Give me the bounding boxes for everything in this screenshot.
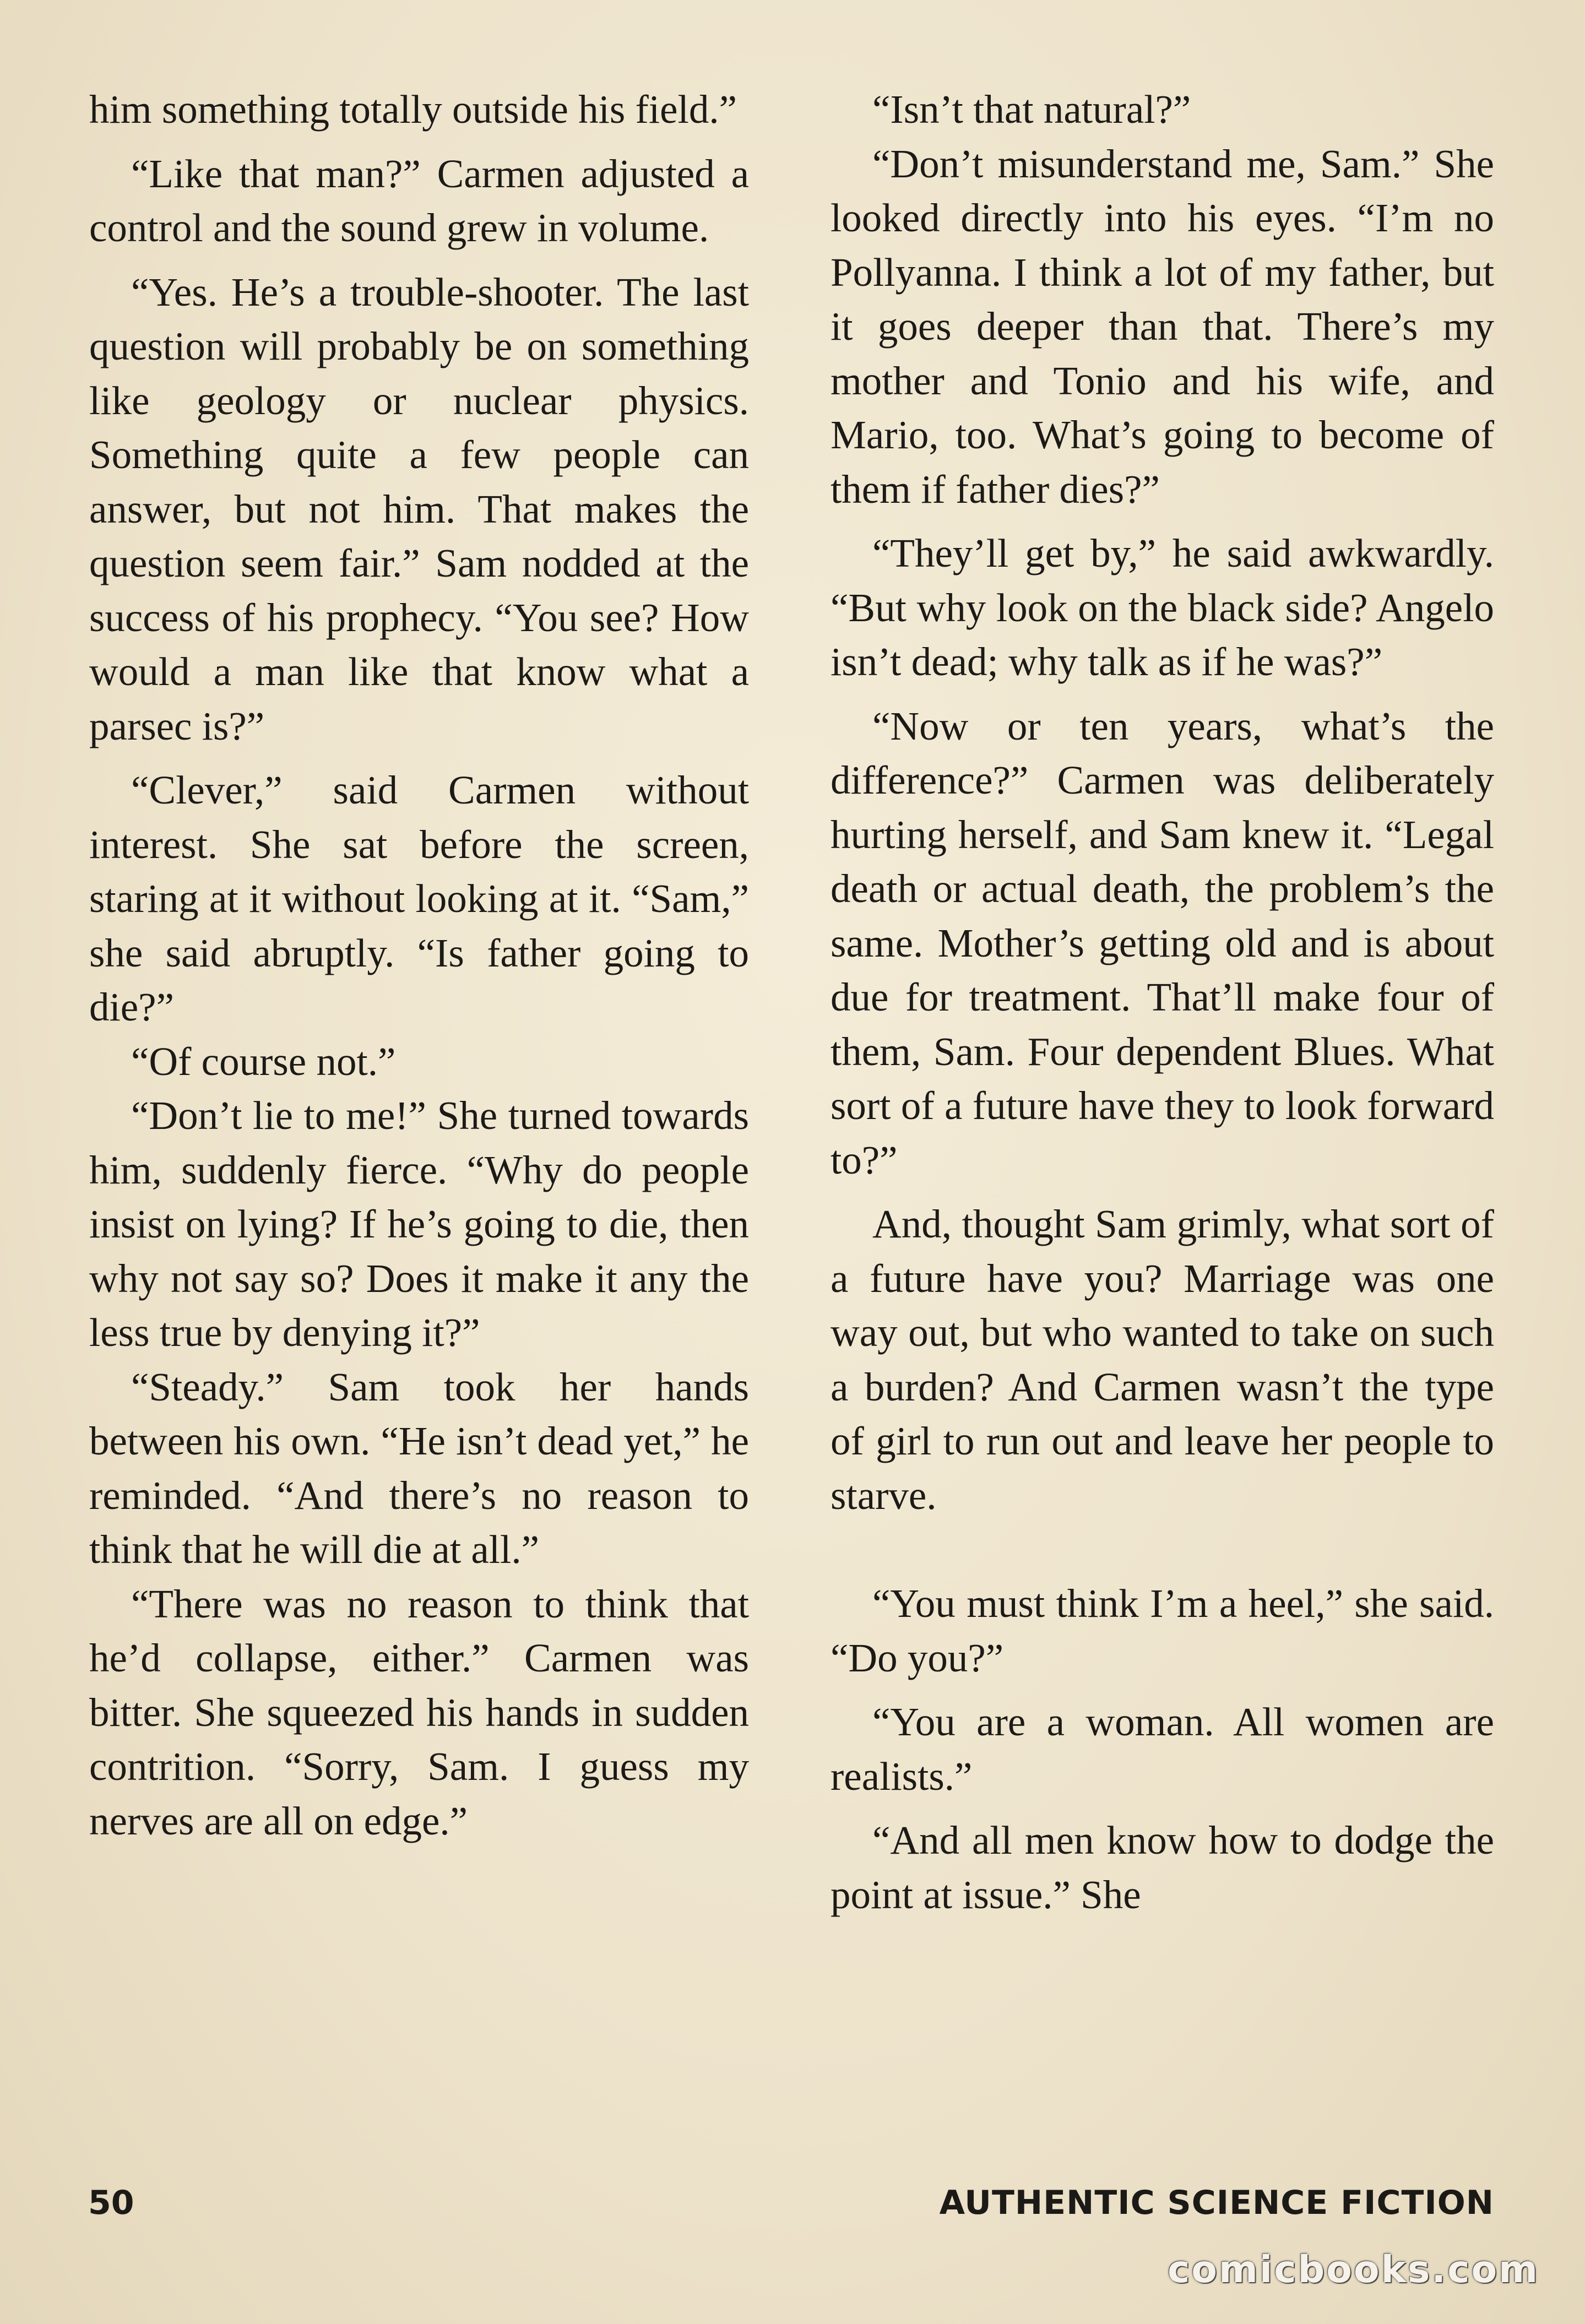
right-text-column (831, 83, 1494, 1922)
paragraph: “There was no reason to think that he’d collapse, either.” Carmen was bitter. She squeezed his hands in sudden contrition. “Sorry, Sam. I guess my nerves are all on edge.” (89, 1581, 749, 1843)
paragraph: “Don’t lie to me!” She turned towards him, suddenly fierce. “Why do people insist on lying? If he’s going to die, then why not say so? Does it make it any the less true by denying it?” (89, 1093, 749, 1355)
paragraph: “Like that man?” Carmen adjusted a control and the sound grew in volume. (89, 151, 749, 250)
paragraph: “Clever,” said Carmen without interest. She sat before the screen, staring at it without looking at it. “Sam,” she said abruptly. “Is father going to die?” (89, 768, 749, 1029)
paragraph: “Don’t misunderstand me, Sam.” She looked directly into his eyes. “I’m no Pollyanna. I think a lot of my father, but it goes deeper than that. There’s my mother and Tonio and his wife, and Mario, too. What’s going to become of them if father dies?” (831, 141, 1494, 512)
paragraph: “Isn’t that natural?” (872, 87, 1191, 132)
paragraph: And, thought Sam grimly, what sort of a future have you? Marriage was one way out, but who wanted to take on such a burden? And Carmen wasn’t the type of girl to run out and leave her people to starve. (831, 1202, 1494, 1518)
left-text-column (89, 83, 749, 1848)
running-title: AUTHENTIC SCIENCE FICTION (939, 2184, 1494, 2222)
paragraph: “And all men know how to dodge the point at issue.” She (831, 1818, 1494, 1917)
paragraph: “Yes. He’s a trouble-shooter. The last question will probably be on something like geology or nuclear physics. Something quite a few people can answer, but not him. That makes the question seem fair.” Sam nodded at the success of his prophecy. “You see? How would a man like that know what a parsec is?” (89, 269, 749, 748)
watermark-logo: comicbooks.com (1168, 2248, 1540, 2292)
paragraph: “You must think I’m a heel,” she said. “Do you?” (831, 1581, 1494, 1680)
paragraph: “They’ll get by,” he said awkwardly. “But why look on the black side? Angelo isn’t dead; why talk as if he was?” (831, 531, 1494, 684)
paragraph: “Of course not.” (131, 1039, 396, 1084)
paragraph: “Now or ten years, what’s the difference?” Carmen was deliberately hurting herself, and Sam knew it. “Legal death or actual death, the problem’s the same. Mother’s getting old and is about due for treatment. That’ll make four of them, Sam. Four dependent Blues. What sort of a future have they to look forward to?” (831, 703, 1494, 1182)
paragraph: “You are a woman. All women are realists.” (831, 1699, 1494, 1799)
paragraph: him something totally outside his field.” (89, 87, 737, 132)
page-number: 50 (88, 2184, 134, 2222)
paragraph: “Steady.” Sam took her hands between his own. “He isn’t dead yet,” he reminded. “And there’s no reason to think that he will die at all.” (89, 1364, 749, 1572)
